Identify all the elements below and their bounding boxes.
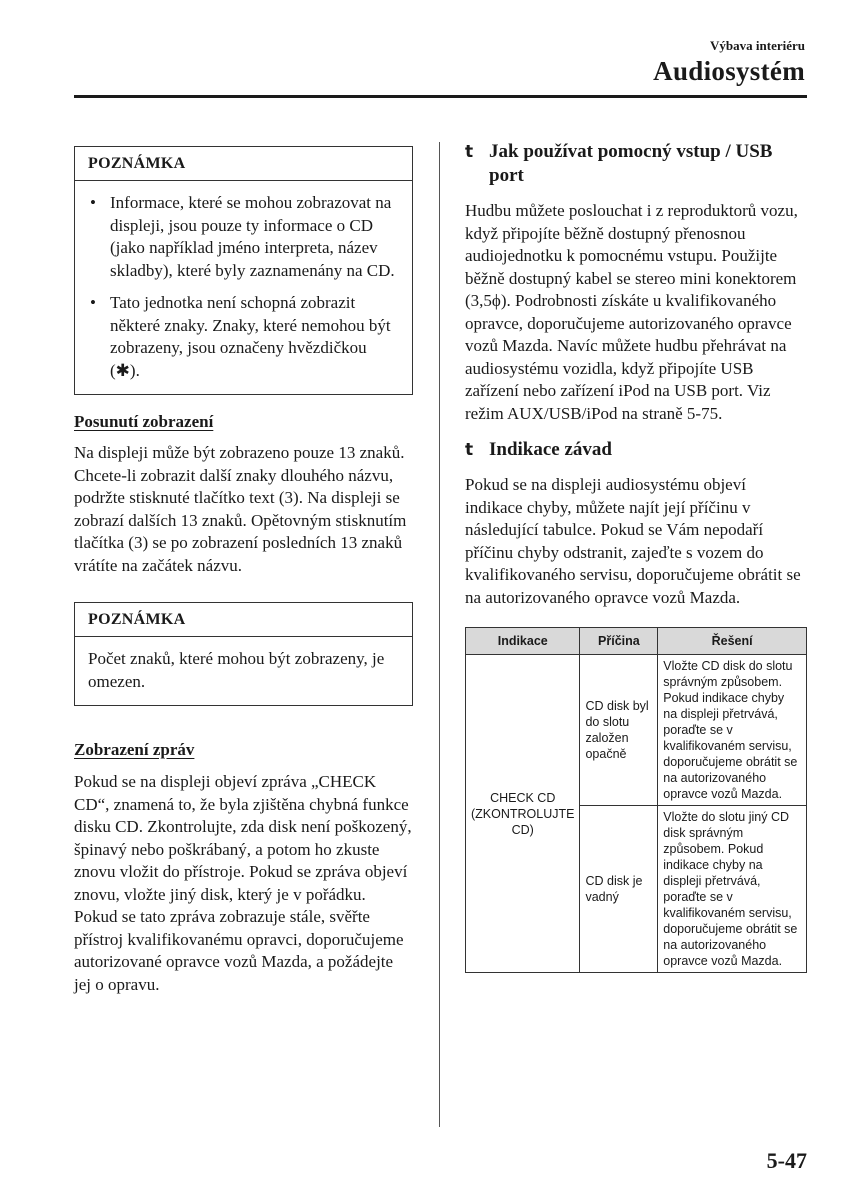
page-number: 5-47	[766, 1148, 807, 1173]
fault-indication-text: Pokud se na displeji audiosystému objeví indikace chyby, můžete najít její příčinu v následující tabulce. Pokud se Vám nepodaří příčinu chyby odstranit, zajeďte s vozem do kvalifikovaného servisu, doporučujeme obrátit se na autorizovaného opravce vozů Mazda.	[465, 475, 801, 607]
note-box-char-limit	[74, 602, 413, 706]
page-title: Audiosystém	[653, 56, 805, 86]
aux-usb-text: Hudbu můžete poslouchat i z reproduktorů vozu, když připojíte běžně dostupný přenosnou audiojednotku k pomocnému vstupu. Použijte běžně dostupný kabel se stereo mini konektorem (3,5ϕ). Podrobnosti získáte u kvalifikovaného opravce, doporučujeme autorizovaného opravce vozů Mazda. Navíc můžete hudbu přehrávat na audiosystému vozidla, když připojíte USB zařízení nebo zařízení iPod na USB port. Viz režim AUX/USB/iPod na straně 5-75.	[465, 201, 798, 423]
header-rule	[74, 95, 807, 98]
table-row	[466, 655, 807, 806]
note-title: POZNÁMKA	[75, 147, 412, 181]
solution-cell: Vložte CD disk do slotu správným způsobem. Pokud indikace chyby na displeji přetrvává, poraďte se v kvalifikovaném servisu, doporučujeme obrátit se na autorizovaného opravce vozů Mazda.	[658, 655, 807, 806]
message-display-text: Pokud se na displeji objeví zpráva „CHECK CD“, znamená to, že byla zjištěna chybná funkce disku CD. Zkontrolujte, zda disk není poškozený, špinavý nebo poškrábaný, a potom ho zkuste znovu vložit do přístroje. Pokud se zpráva objeví znovu, vložte jiný disk, který je v pořádku. Pokud se tato zpráva zobrazuje stále, svěřte přístroj kvalifikovanému opravci, doporučujeme autorizované opravce vozů Mazda, a požádejte jej o opravu.	[74, 772, 412, 994]
left-column	[74, 146, 413, 996]
section-marker: t	[465, 440, 474, 460]
section-marker: t	[465, 142, 474, 162]
note-list-item: • Informace, které se mohou zobrazovat na displeji, jsou pouze ty informace o CD (jako například jméno interpreta, název skladby), které byly zaznamenány na CD.	[88, 192, 399, 282]
cause-cell: CD disk byl do slotu založen opačně	[580, 655, 658, 806]
solution-cell: Vložte do slotu jiný CD disk správným způsobem. Pokud indikace chyby na displeji přetrvává, poraďte se v kvalifikovaném servisu, doporučujeme obrátit se na autorizovaného opravce vozů Mazda.	[658, 806, 807, 973]
note-box-display-info	[74, 146, 413, 395]
aux-usb-heading-text: Jak používat pomocný vstup / USB port	[489, 141, 773, 186]
section-title: Výbava interiéru	[710, 38, 805, 53]
column-header-solution: Řešení	[658, 628, 807, 655]
note-list	[88, 192, 399, 382]
fault-table	[465, 627, 807, 973]
column-header-cause: Příčina	[580, 628, 658, 655]
right-column	[465, 140, 807, 973]
table-header-row	[466, 628, 807, 655]
indication-cell: CHECK CD (ZKONTROLUJTE CD)	[466, 655, 580, 973]
column-divider	[439, 142, 440, 1127]
message-display-heading: Zobrazení zpráv	[74, 740, 195, 759]
cause-cell: CD disk je vadný	[580, 806, 658, 973]
aux-usb-heading	[465, 140, 807, 188]
note-title: POZNÁMKA	[75, 603, 412, 637]
scroll-display-heading: Posunutí zobrazení	[74, 412, 214, 431]
fault-indication-heading	[465, 438, 807, 462]
note-list-item: • Tato jednotka není schopná zobrazit některé znaky. Znaky, které nemohou být zobrazeny, jsou označeny hvězdičkou (✱).	[88, 292, 399, 382]
note-text: Počet znaků, které mohou být zobrazeny, je omezen.	[88, 649, 385, 691]
column-header-indication: Indikace	[466, 628, 580, 655]
scroll-display-text: Na displeji může být zobrazeno pouze 13 znaků. Chcete-li zobrazit další znaky dlouhého názvu, podržte stisknuté tlačítko text (3). Na displeji se zobrazí dalších 13 znaků. Opětovným stisknutím tlačítka (3) se po zobrazení posledních 13 znaků vrátíte na začátek názvu.	[74, 443, 407, 575]
fault-indication-heading-text: Indikace závad	[489, 439, 612, 460]
